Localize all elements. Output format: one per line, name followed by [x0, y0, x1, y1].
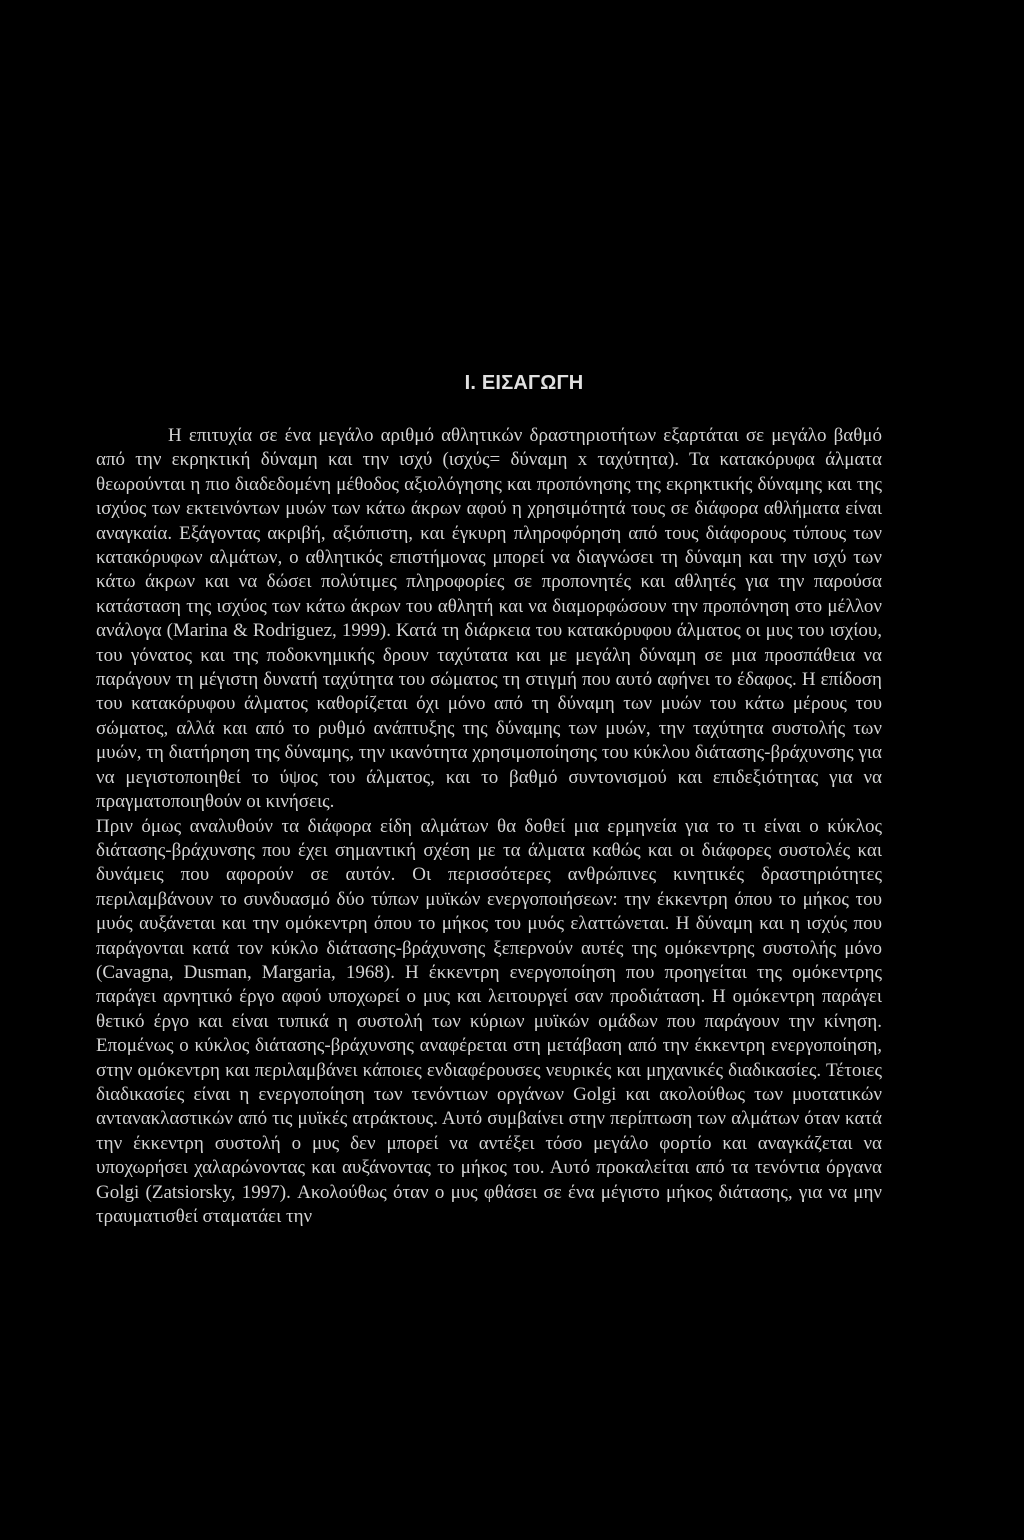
- section-heading: Ι. ΕΙΣΑΓΩΓΗ: [464, 372, 584, 394]
- paragraph-1: Η επιτυχία σε ένα μεγάλο αριθμό αθλητικών δραστηριοτήτων εξαρτάται σε μεγάλο βαθμό από την εκρηκτική δύναμη και την ισχύ (ισχύς= δύναμη x ταχύτητα). Τα κατακόρυφα άλματα θεωρούνται η πιο διαδεδομένη μέθοδος αξιολόγησης και προπόνησης της εκρηκτικής δύναμης και της ισχύος των εκτεινόντων μυών των κάτω άκρων αφού η χρησιμότητά τους σε διάφορα αθλήματα είναι αναγκαία. Εξάγοντας ακριβή, αξιόπιστη, και έγκυρη πληροφόρηση από τους διάφορους τύπους των κατακόρυφων αλμάτων, ο αθλητικός επιστήμονας μπορεί να διαγνώσει τη δύναμη και την ισχύ των κάτω άκρων και να δώσει πολύτιμες πληροφορίες σε προπονητές και αθλητές για την παρούσα κατάσταση της ισχύος των κάτω άκρων του αθλητή και να διαμορφώσουν την προπόνηση στο μέλλον ανάλογα (Marina & Rodriguez, 1999). Κατά τη διάρκεια του κατακόρυφου άλματος οι μυς του ισχίου, του γόνατος και της ποδοκνημικής δρουν ταχύτατα και με μεγάλη δύναμη σε μια προσπάθεια να παράγουν τη μέγιστη δυνατή ταχύτητα του σώματος τη στιγμή που αυτό αφήνει το έδαφος. Η επίδοση του κατακόρυφου άλματος καθορίζεται όχι μόνο από τη δύναμη των μυών του κάτω μέρους του σώματος, αλλά και από το ρυθμό ανάπτυξης της δύναμης των μυών, την ταχύτητα συστολής των μυών, τη διατήρηση της δύναμης, την ικανότητα χρησιμοποίησης του κύκλου διάτασης-βράχυνσης για να μεγιστοποιηθεί το ύψος του άλματος, και το βαθμό συντονισμού και επιδεξιότητας για να πραγματοποιηθούν οι κινήσεις.: [96, 425, 882, 813]
- document-page: [96, 370, 882, 1229]
- paragraph-2: Πριν όμως αναλυθούν τα διάφορα είδη αλμάτων θα δοθεί μια ερμηνεία για το τι είναι ο κύκλος διάτασης-βράχυνσης που έχει σημαντική σχέση με τα άλματα καθώς και οι διάφορες συστολές και δυνάμεις που αφορούν σε αυτόν. Οι περισσότερες ανθρώπινες κινητικές δραστηριότητες περιλαμβάνουν το συνδυασμό δύο τύπων μυϊκών ενεργοποιήσεων: την έκκεντρη όπου το μήκος του μυός αυξάνεται και την ομόκεντρη όπου το μήκος του μυός ελαττώνεται. Η δύναμη και η ισχύς που παράγονται κατά τον κύκλο διάτασης-βράχυνσης ξεπερνούν αυτές της ομόκεντρης συστολής μόνο (Cavagna, Dusman, Margaria, 1968). Η έκκεντρη ενεργοποίηση που προηγείται της ομόκεντρης παράγει αρνητικό έργο αφού υποχωρεί ο μυς και λειτουργεί σαν προδιάταση. Η ομόκεντρη παράγει θετικό έργο και είναι τυπικά η συστολή των κύριων μυϊκών ομάδων που παράγουν την κίνηση. Επομένως ο κύκλος διάτασης-βράχυνσης αναφέρεται στη μετάβαση από την έκκεντρη ενεργοποίηση, στην ομόκεντρη και περιλαμβάνει κάποιες ενδιαφέρουσες νευρικές και μηχανικές διαδικασίες. Τέτοιες διαδικασίες είναι η ενεργοποίηση των τενόντιων οργάνων Golgi και ακολούθως των μυοτατικών αντανακλαστικών από τις μυϊκές ατράκτους. Αυτό συμβαίνει στην περίπτωση των αλμάτων όταν κατά την έκκεντρη συστολή ο μυς δεν μπορεί να αντέξει τόσο μεγάλο φορτίο και αναγκάζεται να υποχωρήσει χαλαρώνοντας και αυξάνοντας το μήκος του. Αυτό προκαλείται από τα τενόντια όργανα Golgi (Zatsiorsky, 1997). Ακολούθως όταν ο μυς φθάσει σε ένα μέγιστο μήκος διάτασης, για να μην τραυματισθεί σταματάει την: [96, 815, 882, 1227]
